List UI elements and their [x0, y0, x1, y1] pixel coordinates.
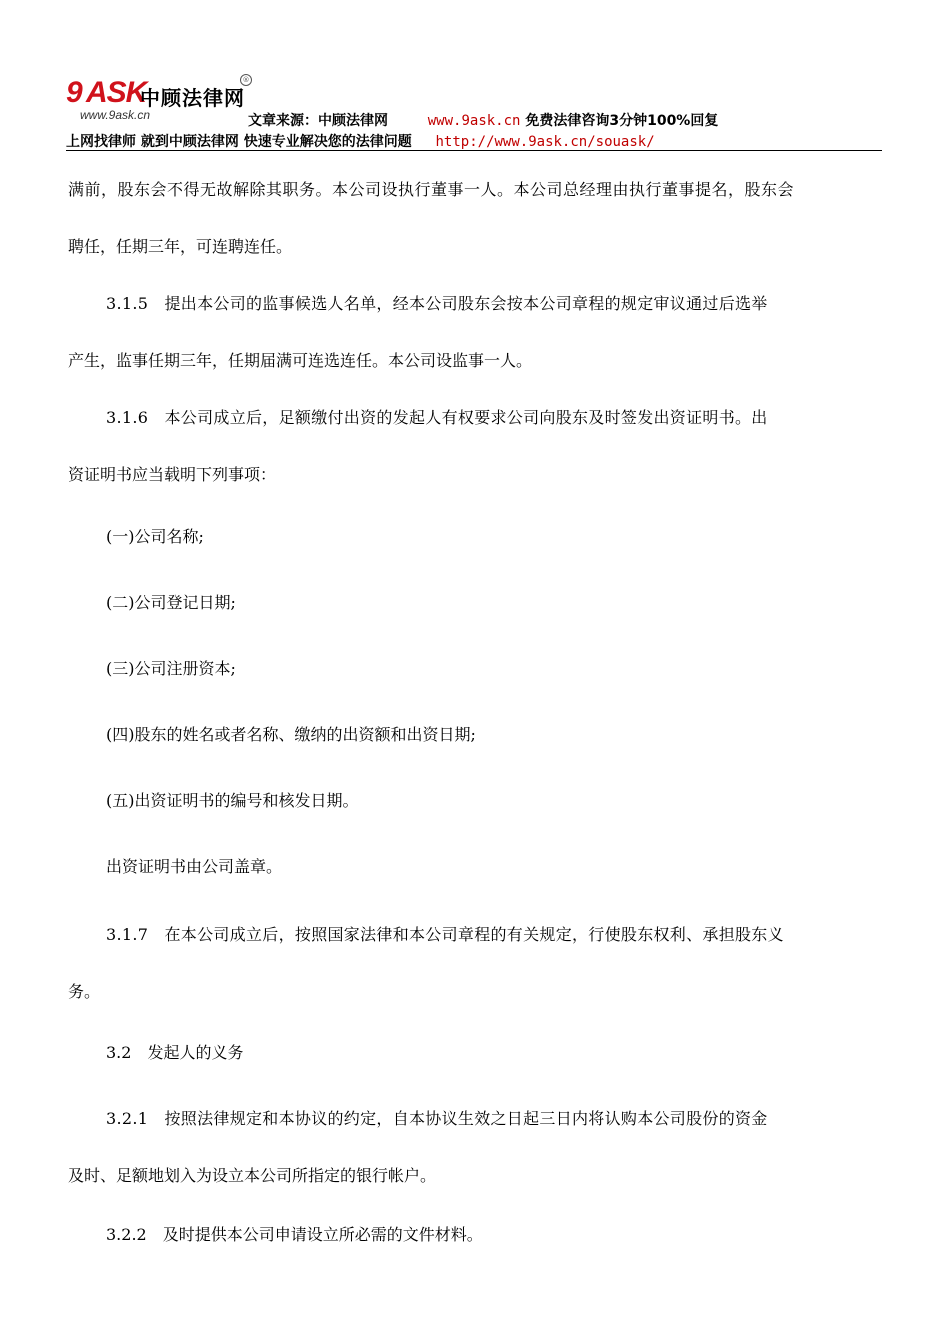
- site-logo[interactable]: [66, 74, 266, 124]
- header-promo-line: [66, 131, 655, 151]
- list-item-3: (三)公司注册资本;: [106, 659, 236, 678]
- souask-link[interactable]: http://www.9ask.cn/souask/: [435, 134, 655, 150]
- list-item-4: (四)股东的姓名或者名称、缴纳的出资额和出资日期;: [106, 725, 476, 744]
- list-item-1: (一)公司名称;: [106, 527, 204, 546]
- logo-brand-mark: 9: [66, 76, 82, 109]
- list-item-5: (五)出资证明书的编号和核发日期。: [106, 791, 359, 810]
- text-line: 满前，股东会不得无故解除其职务。本公司设执行董事一人。本公司总经理由执行董事提名，股东会: [68, 180, 795, 199]
- promo-text: 上网找律师 就到中顾法律网 快速专业解决您的法律问题: [66, 134, 412, 150]
- source-label: 文章来源：中顾法律网: [248, 113, 388, 129]
- source-url-link[interactable]: www.9ask.cn: [427, 113, 521, 129]
- text-line: 产生，监事任期三年，任期届满可连选连任。本公司设监事一人。: [68, 351, 533, 370]
- text-line: 及时、足额地划入为设立本公司所指定的银行帐户。: [68, 1166, 437, 1185]
- list-item-2: (二)公司登记日期;: [106, 593, 236, 612]
- text-line: 资证明书应当载明下列事项：: [68, 465, 277, 484]
- header-source-line: [248, 110, 718, 130]
- text-line: 3.1.7 在本公司成立后，按照国家法律和本公司章程的有关规定，行使股东权利、承担股东义: [106, 925, 784, 944]
- paragraph-3-2-1: [68, 1090, 884, 1204]
- text-line: 3.1.5 提出本公司的监事候选人名单，经本公司股东会按本公司章程的规定审议通过后选举: [106, 294, 768, 313]
- paragraph-3-2-2: 3.2.2 及时提供本公司申请设立所必需的文件材料。: [106, 1225, 483, 1244]
- text-line: 务。: [68, 982, 101, 1001]
- logo-site-name: 中顾法律网: [140, 86, 245, 110]
- paragraph-3-1-7: [68, 906, 884, 1020]
- section-heading-3-2: 3.2 发起人的义务: [106, 1043, 244, 1062]
- header-divider: [66, 150, 882, 151]
- logo-brand: ASK: [86, 76, 147, 109]
- registered-mark-icon: ®: [240, 74, 252, 86]
- text-line: 聘任，任期三年，可连聘连任。: [68, 237, 293, 256]
- text-line: 3.2.1 按照法律规定和本协议的约定，自本协议生效之日起三日内将认购本公司股份的资金: [106, 1109, 768, 1128]
- logo-url: www.9ask.cn: [80, 108, 151, 122]
- text-line: 3.1.6 本公司成立后，足额缴付出资的发起人有权要求公司向股东及时签发出资证明书。出: [106, 408, 768, 427]
- header-slogan: 免费法律咨询3分钟100%回复: [525, 113, 719, 129]
- paragraph-director: [68, 161, 884, 275]
- paragraph-3-1-5: [68, 275, 884, 389]
- paragraph-seal: 出资证明书由公司盖章。: [106, 857, 283, 876]
- paragraph-3-1-6: [68, 389, 884, 503]
